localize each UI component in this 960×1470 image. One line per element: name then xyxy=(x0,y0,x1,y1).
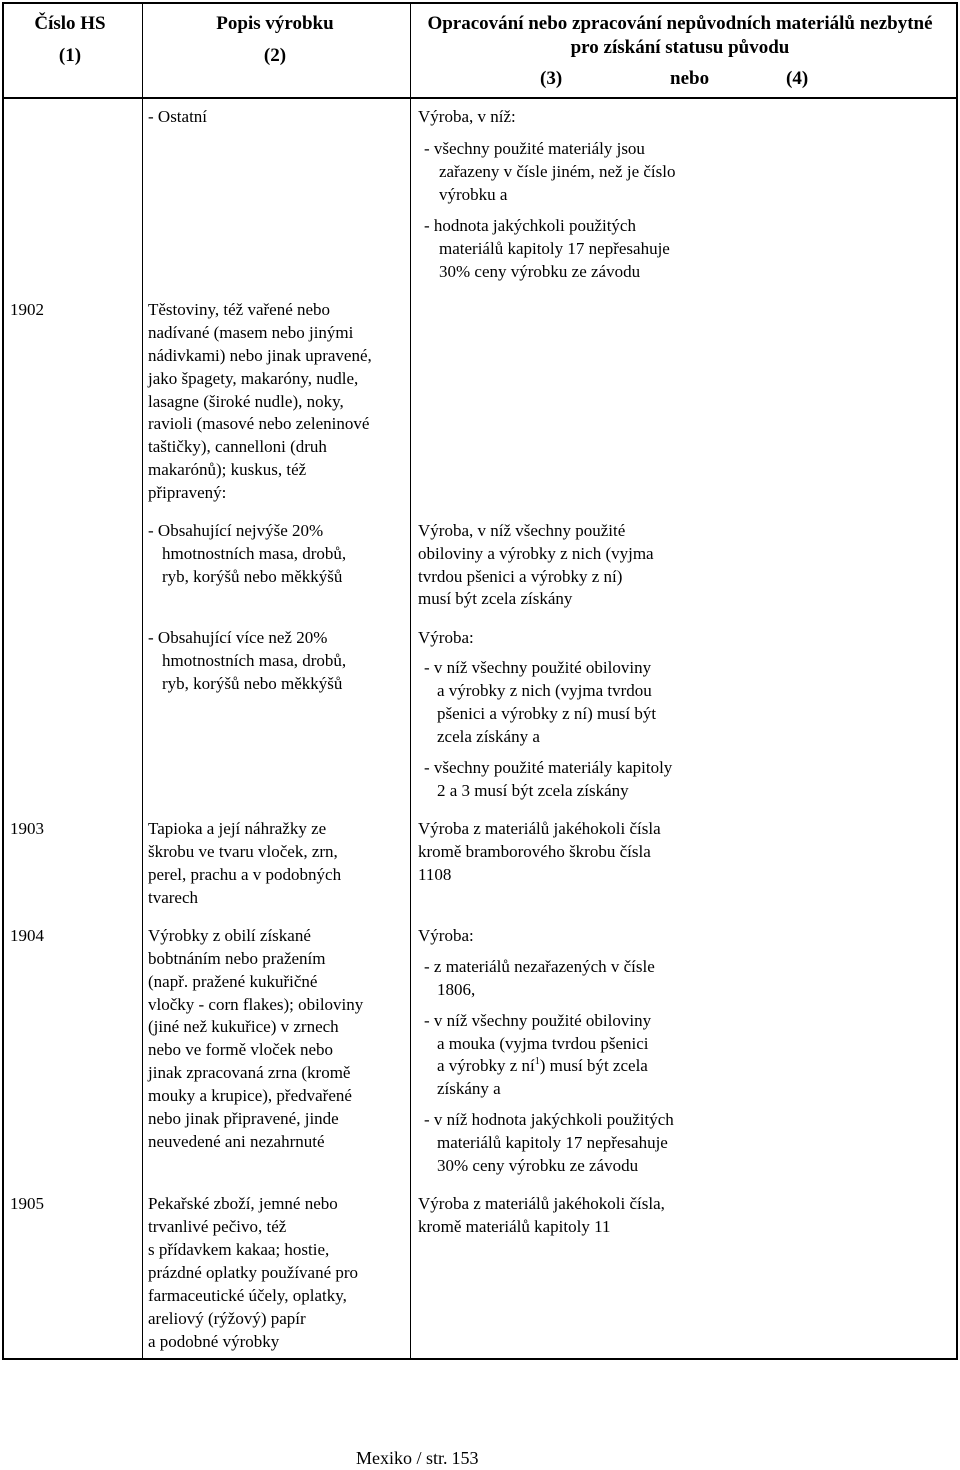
header-col3-title-line1: Opracování nebo zpracování nepůvodních materiálů nezbytné xyxy=(427,13,933,34)
header-or: nebo xyxy=(670,68,710,89)
desc-line: - Obsahující více než 20% xyxy=(148,628,328,647)
rule-line: - v níž hodnota jakýchkoli použitých xyxy=(424,1110,674,1129)
desc-line: ryb, korýšů nebo měkkýšů xyxy=(162,674,343,693)
rule-line: získány a xyxy=(437,1079,501,1098)
column-divider xyxy=(142,4,143,1358)
rule-line: 1108 xyxy=(418,865,452,884)
rule-line: 2 a 3 musí být zcela získány xyxy=(437,781,629,800)
page-number: 153 xyxy=(451,1448,479,1468)
ostatni-desc: - Ostatní xyxy=(148,107,208,126)
rule-line: kromě materiálů kapitoly 11 xyxy=(418,1217,611,1236)
desc-line: (jiné než kukuřice) v zrnech xyxy=(148,1017,339,1036)
header-col3-title-line2: pro získání statusu původu xyxy=(570,37,790,58)
desc-line: připravený: xyxy=(148,483,227,502)
rule-line: a výrobky z nich (vyjma tvrdou xyxy=(437,681,652,700)
rule-line: tvrdou pšenici a výrobky z ní) xyxy=(418,567,623,586)
ostatni-rule-line: materiálů kapitoly 17 nepřesahuje xyxy=(439,239,670,258)
desc-line: a podobné výrobky xyxy=(148,1332,280,1351)
page-footer xyxy=(352,1448,479,1469)
rule-line: - v níž všechny použité obiloviny xyxy=(424,658,652,677)
rule-line: Výroba: xyxy=(418,926,474,945)
rule-line: obiloviny a výrobky z nich (vyjma xyxy=(418,544,654,563)
rule-line-part: a výrobky z ní xyxy=(437,1056,535,1075)
desc-line: farmaceutické účely, oplatky, xyxy=(148,1286,347,1305)
desc-line: jako špagety, makaróny, nudle, xyxy=(148,369,359,388)
desc-line: Tapioka a její náhražky ze xyxy=(148,819,327,838)
header-col1 xyxy=(20,12,120,68)
rule-line xyxy=(437,1055,648,1078)
rule-line: - v níž všechny použité obiloviny xyxy=(424,1011,652,1030)
desc-line: nadívané (masem nebo jinými xyxy=(148,323,354,342)
rule-line: materiálů kapitoly 17 nepřesahuje xyxy=(437,1133,668,1152)
rule-line: Výroba z materiálů jakéhokoli čísla xyxy=(418,819,661,838)
header-divider xyxy=(4,97,956,99)
header-col1-title: Číslo HS xyxy=(34,13,106,34)
header-col4-number: (4) xyxy=(786,68,809,89)
desc-line: nebo ve formě vloček nebo xyxy=(148,1040,334,1059)
desc-line: mouky a krupice), předvařené xyxy=(148,1086,352,1105)
rule-line: Výroba: xyxy=(418,628,474,647)
desc-line: (např. pražené kukuřičné xyxy=(148,972,318,991)
desc-line: areliový (rýžový) papír xyxy=(148,1309,306,1328)
footnote-marker: 1 xyxy=(534,1056,540,1067)
rule-line: kromě bramborového škrobu čísla xyxy=(418,842,651,861)
desc-line: hmotnostních masa, drobů, xyxy=(162,651,347,670)
desc-line: jinak zpracovaná zrna (kromě xyxy=(148,1063,351,1082)
desc-line: prázdné oplatky používané pro xyxy=(148,1263,359,1282)
ostatni-rule-line: 30% ceny výrobku ze závodu xyxy=(439,262,641,281)
ostatni-rule-line: - všechny použité materiály jsou xyxy=(424,139,645,158)
rule-line: - z materiálů nezařazených v čísle xyxy=(424,957,655,976)
rule-line: Výroba z materiálů jakéhokoli čísla, xyxy=(418,1194,665,1213)
hs-code-1902: 1902 xyxy=(10,300,44,319)
header-col2-title: Popis výrobku xyxy=(216,13,334,34)
rule-line-part: ) musí být zcela xyxy=(539,1056,648,1075)
header-col3 xyxy=(410,12,950,60)
desc-line: lasagne (široké nudle), noky, xyxy=(148,392,344,411)
desc-line: nebo jinak připravené, jinde xyxy=(148,1109,339,1128)
rule-line: a mouka (vyjma tvrdou pšenici xyxy=(437,1034,649,1053)
desc-line: neuvedené ani nezahrnuté xyxy=(148,1132,325,1151)
footer-country: Mexiko / str. xyxy=(356,1448,448,1468)
header-col1-number: (1) xyxy=(58,45,82,66)
hs-code-1904: 1904 xyxy=(10,926,44,945)
desc-line: vločky - corn flakes); obiloviny xyxy=(148,995,364,1014)
ostatni-rule-line: - hodnota jakýchkoli použitých xyxy=(424,216,636,235)
hs-code-1903: 1903 xyxy=(10,819,44,838)
desc-line: s přídavkem kakaa; hostie, xyxy=(148,1240,330,1259)
desc-line: hmotnostních masa, drobů, xyxy=(162,544,347,563)
desc-line: Pekařské zboží, jemné nebo xyxy=(148,1194,338,1213)
rule-line: zcela získány a xyxy=(437,727,540,746)
header-col2 xyxy=(150,12,400,68)
column-divider xyxy=(410,4,411,1358)
rule-line: 1806, xyxy=(437,980,476,999)
rule-line: Výroba, v níž všechny použité xyxy=(418,521,626,540)
rule-line: 30% ceny výrobku ze závodu xyxy=(437,1156,639,1175)
desc-line: - Obsahující nejvýše 20% xyxy=(148,521,324,540)
desc-line: ryb, korýšů nebo měkkýšů xyxy=(162,567,343,586)
hs-code-1905: 1905 xyxy=(10,1194,44,1213)
desc-line: nádivkami) nebo jinak upravené, xyxy=(148,346,372,365)
rule-line: pšenici a výrobky z ní) musí být xyxy=(437,704,657,723)
ostatni-rule-line: zařazeny v čísle jiném, než je číslo xyxy=(439,162,676,181)
desc-line: ravioli (masové nebo zeleninové xyxy=(148,414,370,433)
desc-line: Těstoviny, též vařené nebo xyxy=(148,300,331,319)
desc-line: tvarech xyxy=(148,888,199,907)
rule-line: musí být zcela získány xyxy=(418,589,573,608)
rule-line: - všechny použité materiály kapitoly xyxy=(424,758,673,777)
desc-line: perel, prachu a v podobných xyxy=(148,865,342,884)
desc-line: bobtnáním nebo pražením xyxy=(148,949,326,968)
desc-line: trvanlivé pečivo, též xyxy=(148,1217,287,1236)
ostatni-rule-line: výrobku a xyxy=(439,185,508,204)
desc-line: Výrobky z obilí získané xyxy=(148,926,311,945)
desc-line: taštičky), cannelloni (druh xyxy=(148,437,327,456)
desc-line: škrobu ve tvaru vloček, zrn, xyxy=(148,842,338,861)
header-col3-number: (3) xyxy=(540,68,563,89)
header-col2-number: (2) xyxy=(263,45,287,66)
ostatni-rule-line: Výroba, v níž: xyxy=(418,107,516,126)
desc-line: makarónů); kuskus, též xyxy=(148,460,307,479)
